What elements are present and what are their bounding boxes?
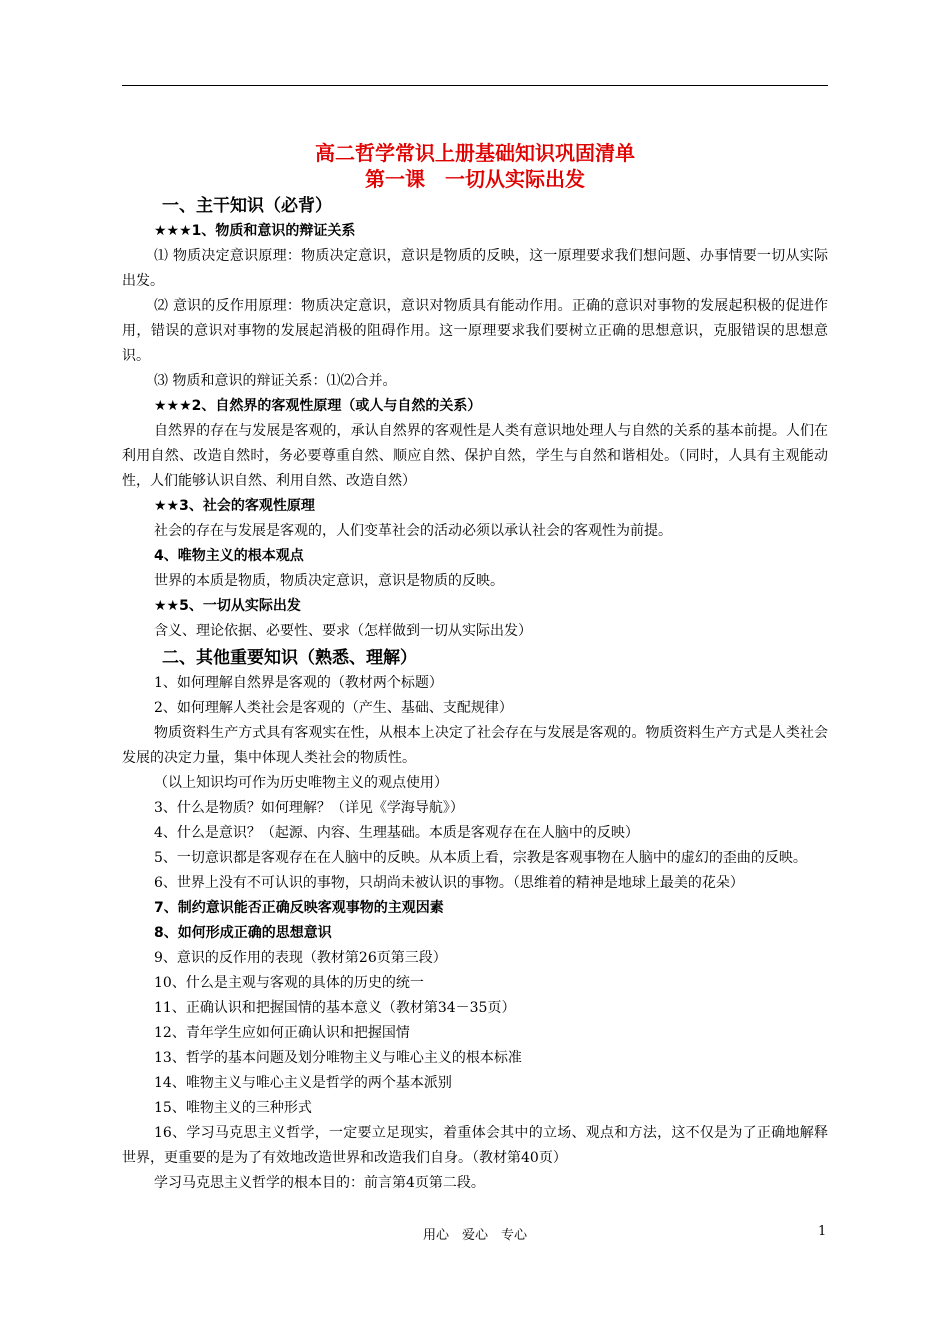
list-item: 10、什么是主观与客观的具体的历史的统一 [154,975,424,991]
list-item: 5、一切意识都是客观存在在人脑中的反映。从本质上看，宗教是客观事物在人脑中的虚幻的歪曲的反映。 [154,850,807,866]
item-heading-3: ★★3、社会的客观性原理 [154,498,315,514]
header-rule [122,85,828,86]
section-heading-other: 二、其他重要知识（熟悉、理解） [162,648,417,668]
document-body [122,140,828,1196]
item-heading-1: ★★★1、物质和意识的辩证关系 [154,223,356,239]
list-item: 14、唯物主义与唯心主义是哲学的两个基本派别 [154,1075,452,1091]
paragraph: 世界的本质是物质，物质决定意识，意识是物质的反映。 [154,573,504,589]
paragraph: ⑶ 物质和意识的辩证关系：⑴⑵合并。 [154,373,397,389]
list-item: 6、世界上没有不可认识的事物，只胡尚未被认识的事物。（思维着的精神是地球上最美的花朵） [154,875,744,891]
paragraph: 物质资料生产方式具有客观实在性，从根本上决定了社会存在与发展是客观的。物质资料生产方式是人类社会发展的决定力量，集中体现人类社会的物质性。 [122,725,828,766]
paragraph: 学习马克思主义哲学的根本目的：前言第4页第二段。 [154,1175,485,1191]
page-footer: 用心 爱心 专心 [422,1228,527,1243]
list-item: 15、唯物主义的三种形式 [154,1100,312,1116]
note: （以上知识均可作为历史唯物主义的观点使用） [154,775,448,791]
list-item: 3、什么是物质？如何理解？（详见《学海导航》） [154,800,464,816]
list-item: 16、学习马克思主义哲学，一定要立足现实，着重体会其中的立场、观点和方法，这不仅是为了正确地解释世界，更重要的是为了有效地改造世界和改造我们自身。（教材第40页） [122,1125,828,1166]
list-item: 1、如何理解自然界是客观的（教材两个标题） [154,675,443,691]
list-item: 13、哲学的基本问题及划分唯物主义与唯心主义的根本标准 [154,1050,522,1066]
paragraph: 自然界的存在与发展是客观的，承认自然界的客观性是人类有意识地处理人与自然的关系的基本前提。人们在利用自然、改造自然时，务必要尊重自然、顺应自然、保护自然，学生与自然和谐相处。（同时，人具有主观能动性，人们能够认识自然、利用自然、改造自然） [122,423,828,489]
list-item-bold: 8、如何形成正确的思想意识 [154,925,332,941]
list-item: 11、正确认识和把握国情的基本意义（教材第34－35页） [154,1000,516,1016]
list-item: 2、如何理解人类社会是客观的（产生、基础、支配规律） [154,700,513,716]
item-heading-5: ★★5、一切从实际出发 [154,598,301,614]
item-heading-2: ★★★2、自然界的客观性原理（或人与自然的关系） [154,398,482,414]
section-heading-main: 一、主干知识（必背） [162,196,332,216]
paragraph: 含义、理论依据、必要性、要求（怎样做到一切从实际出发） [154,623,532,639]
paragraph: 社会的存在与发展是客观的，人们变革社会的活动必须以承认社会的客观性为前提。 [154,523,672,539]
lesson-title: 第一课 一切从实际出发 [365,167,585,191]
list-item: 4、什么是意识？（起源、内容、生理基础。本质是客观存在在人脑中的反映） [154,825,639,841]
list-item: 12、青年学生应如何正确认识和把握国情 [154,1025,410,1041]
list-item-bold: 7、制约意识能否正确反映客观事物的主观因素 [154,900,444,916]
item-heading-4: 4、唯物主义的根本观点 [154,548,304,564]
page-number: 1 [818,1224,827,1239]
list-item: 9、意识的反作用的表现（教材第26页第三段） [154,950,447,966]
paragraph: ⑴ 物质决定意识原理：物质决定意识，意识是物质的反映，这一原理要求我们想问题、办事情要一切从实际出发。 [122,248,828,289]
paragraph: ⑵ 意识的反作用原理：物质决定意识，意识对物质具有能动作用。正确的意识对事物的发展起积极的促进作用，错误的意识对事物的发展起消极的阻碍作用。这一原理要求我们要树立正确的思想意识，克服错误的思想意识。 [122,298,828,364]
document-title: 高二哲学常识上册基础知识巩固清单 [315,141,635,165]
